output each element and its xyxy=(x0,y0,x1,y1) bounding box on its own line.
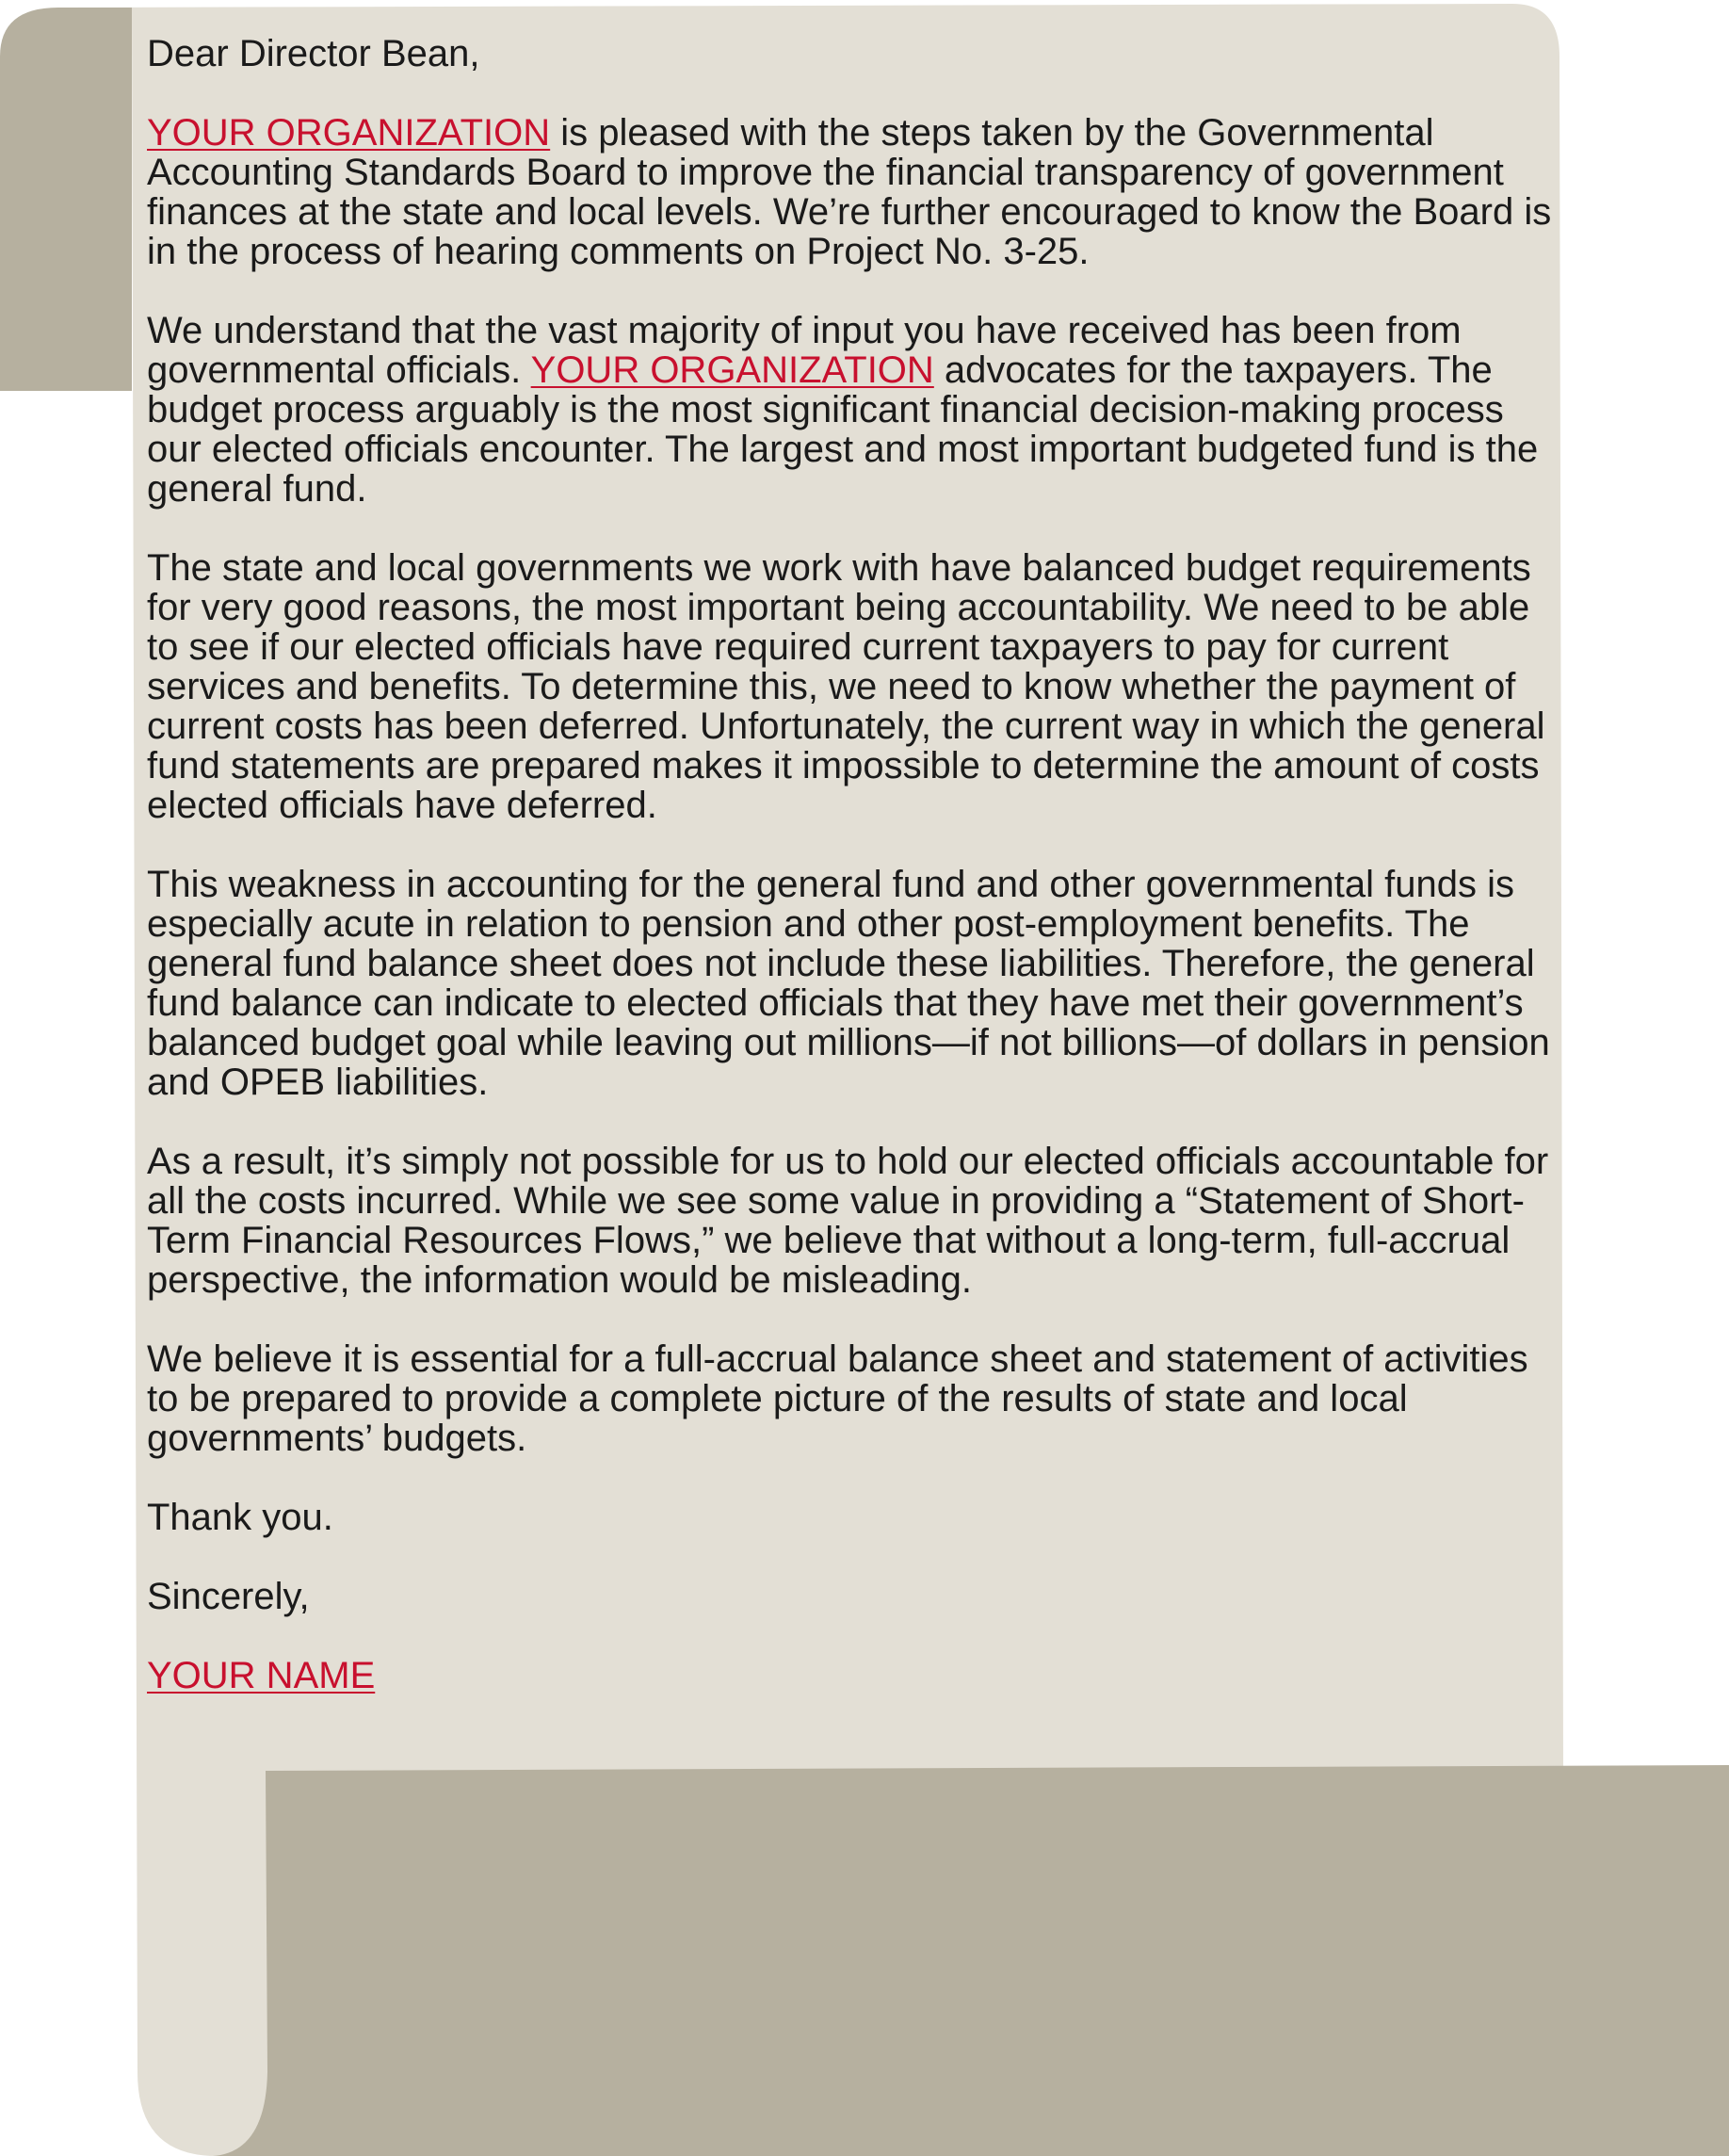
paragraph-2-text-before: We understand that the vast majority of input you have received has been from governmental officials. xyxy=(147,310,1462,391)
paragraph-1 xyxy=(147,113,1559,271)
paragraph-1-text: is pleased with the steps taken by the Governmental Accounting Standards Board to improve the financial transparency of government finances at the state and local levels. We’re further encouraged to know the Board is in the process of hearing comments on Project No. 3-25. xyxy=(147,112,1552,272)
paragraph-2-text-after: advocates for the taxpayers. The budget process arguably is the most significant financial decision-making process our elected officials encounter. The largest and most important budgeted fund is the general fund. xyxy=(147,349,1539,510)
paragraph-4: This weakness in accounting for the general fund and other governmental funds is especially acute in relation to pension and other post-employment benefits. The general fund balance sheet does not include these liabilities. Therefore, the general fund balance can indicate to elected officials that they have met their government’s balanced budget goal while leaving out millions—if not billions—of dollars in pension and OPEB liabilities. xyxy=(147,864,1550,1103)
paragraph-5: As a result, it’s simply not possible for us to hold our elected officials accountable for all the costs incurred. While we see some value in providing a “Statement of Short-Term Financial Resources Flows,” we believe that without a long-term, full-accrual perspective, the information would be misleading. xyxy=(147,1141,1549,1301)
bottom-roll xyxy=(213,1765,1729,2156)
paragraph-3: The state and local governments we work with have balanced budget requirements for very good reasons, the most important being accountability. We need to be able to see if our elected officials have required current taxpayers to pay for current services and benefits. To determine this, we need to know whether the payment of current costs has been deferred. Unfortunately, the current way in which the general fund statements are prepared makes it impossible to determine the amount of costs elected officials have deferred. xyxy=(147,547,1545,826)
top-roll-curl xyxy=(0,8,132,391)
salutation: Dear Director Bean, xyxy=(147,33,480,74)
paragraph-2 xyxy=(147,311,1559,509)
organization-placeholder: YOUR ORGANIZATION xyxy=(530,349,934,391)
closing-line: Sincerely, xyxy=(147,1576,310,1617)
organization-placeholder: YOUR ORGANIZATION xyxy=(147,112,551,154)
letter-body xyxy=(147,34,1559,1735)
name-placeholder: YOUR NAME xyxy=(147,1655,376,1696)
thank-you-line: Thank you. xyxy=(147,1497,333,1538)
signature-name xyxy=(147,1656,1559,1695)
paragraph-6: We believe it is essential for a full-accrual balance sheet and statement of activities to be prepared to provide a complete picture of the results of state and local governments’ budgets. xyxy=(147,1338,1528,1459)
